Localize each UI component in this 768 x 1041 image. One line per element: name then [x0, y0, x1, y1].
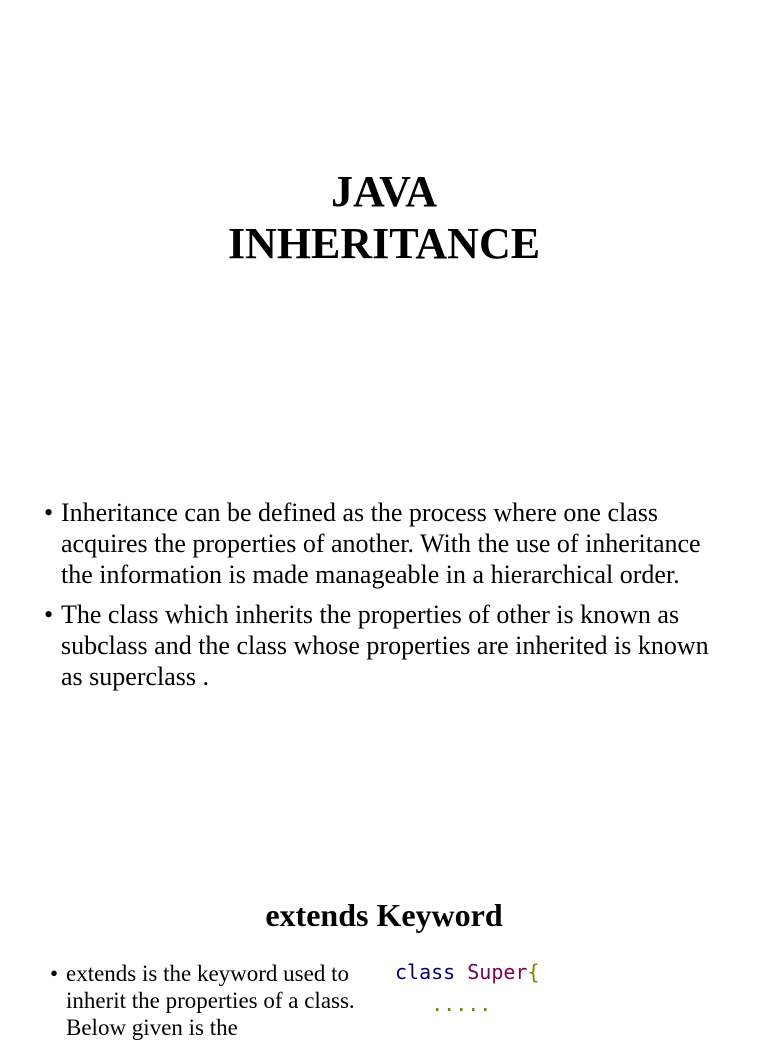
bullet-text: Inheritance can be defined as the process where one class acquires the properties of another. With the use of inheritance the information is made manageable in a hierarchical order.: [61, 498, 701, 589]
extends-bullet-list: [50, 960, 370, 1041]
bullet-dot-icon: •: [44, 600, 54, 629]
code-snippet: [395, 956, 540, 1020]
bullet-item: [44, 599, 724, 692]
bullet-dot-icon: •: [44, 498, 54, 527]
bullet-text: extends is the keyword used to inherit the properties of a class. Below given is the: [66, 961, 355, 1040]
code-class-name: Super: [467, 960, 528, 984]
code-body: .....: [431, 992, 492, 1016]
section-heading: extends Keyword: [265, 897, 503, 933]
bullet-text: The class which inherits the properties of other is known as subclass and the class whose properties are inherited is known as superclass .: [61, 600, 709, 691]
code-keyword: class: [395, 960, 456, 984]
title-line-1: JAVA: [331, 167, 437, 216]
definition-bullet-list: [44, 497, 724, 701]
page-title: [0, 166, 768, 270]
bullet-item: [44, 497, 724, 590]
bullet-dot-icon: •: [50, 961, 59, 986]
code-open-brace: {: [527, 960, 540, 984]
bullet-item: [50, 960, 370, 1041]
title-line-2: INHERITANCE: [227, 219, 541, 268]
